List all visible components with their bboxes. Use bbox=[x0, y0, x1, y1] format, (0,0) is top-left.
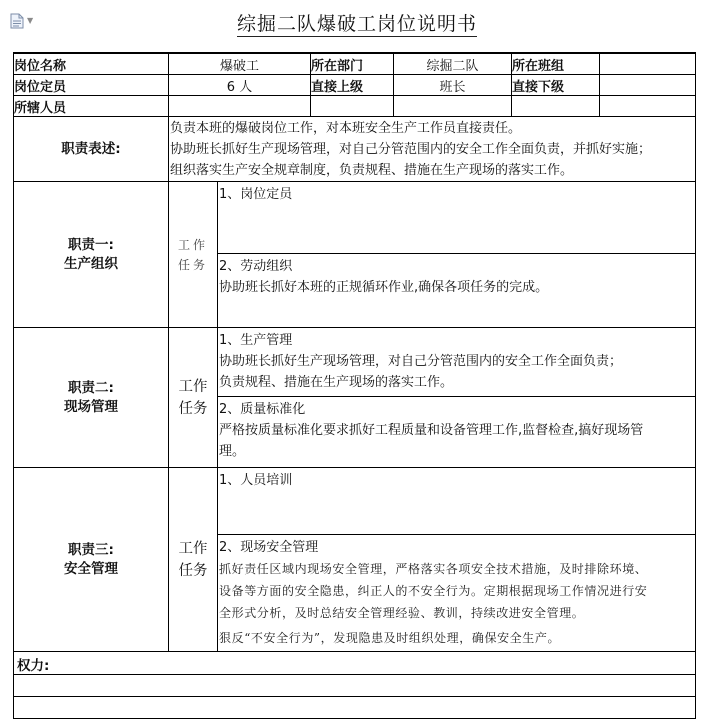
task-item bbox=[218, 468, 696, 535]
jurisdiction-value bbox=[169, 96, 311, 117]
document-title: 综掘二队爆破工岗位说明书 bbox=[236, 13, 477, 35]
position-name-label: 岗位名称 bbox=[14, 53, 169, 75]
section-label: 职责一: 生产组织 bbox=[14, 182, 169, 328]
superior-value: 班长 bbox=[394, 75, 512, 96]
task-label: 工作 任务 bbox=[169, 328, 218, 468]
task-line: 负责规程、措施在生产现场的落实工作。 bbox=[219, 375, 454, 390]
task-line: 协助班长抓好生产现场管理，对自己分管范围内的安全工作全面负责； bbox=[219, 354, 623, 369]
task-item bbox=[218, 254, 696, 328]
job-description-table bbox=[13, 52, 696, 719]
blank-cell bbox=[311, 96, 394, 117]
task-title: 1、生产管理 bbox=[219, 333, 293, 348]
task-title: 1、人员培训 bbox=[219, 473, 293, 488]
task-item bbox=[218, 535, 696, 652]
section-label: 职责三: 安全管理 bbox=[14, 468, 169, 652]
department-label: 所在部门 bbox=[311, 53, 394, 75]
task-line: 抓好责任区域内现场安全管理，严格落实各项安全技术措施，及时排除环境、 bbox=[219, 562, 648, 576]
task-line: 狠反“不安全行为”，发现隐患及时组织处理，确保安全生产。 bbox=[219, 631, 561, 645]
section-label: 职责二: 现场管理 bbox=[14, 328, 169, 468]
task-line: 理。 bbox=[219, 444, 246, 459]
task-line: 协助班长抓好本班的正规循环作业,确保各项任务的完成。 bbox=[219, 280, 549, 295]
power-label: 权力: bbox=[17, 658, 50, 674]
power-blank-row bbox=[14, 675, 696, 697]
task-item bbox=[218, 182, 696, 254]
subordinate-value bbox=[600, 75, 696, 96]
subordinate-label: 直接下级 bbox=[512, 75, 600, 96]
duty-description-label: 职责表述: bbox=[14, 117, 169, 182]
team-value bbox=[600, 53, 696, 75]
headcount-label: 岗位定员 bbox=[14, 75, 169, 96]
task-line: 全形式分析，及时总结安全管理经验、教训，持续改进安全管理。 bbox=[219, 606, 585, 620]
duty-description-text bbox=[169, 117, 696, 182]
duty-line: 负责本班的爆破岗位工作，对本班安全生产工作员直接责任。 bbox=[170, 121, 522, 136]
task-title: 2、劳动组织 bbox=[219, 259, 293, 274]
chevron-down-icon: ▼ bbox=[27, 16, 34, 25]
team-label: 所在班组 bbox=[512, 53, 600, 75]
blank-cell bbox=[512, 96, 600, 117]
task-item bbox=[218, 397, 696, 468]
task-line: 严格按质量标准化要求抓好工程质量和设备管理工作,监督检查,搞好现场管 bbox=[219, 423, 644, 438]
headcount-value: 6 人 bbox=[169, 75, 311, 96]
superior-label: 直接上级 bbox=[311, 75, 394, 96]
task-title: 2、质量标准化 bbox=[219, 402, 306, 417]
blank-cell bbox=[394, 96, 512, 117]
power-blank-row bbox=[14, 697, 696, 719]
department-value: 综掘二队 bbox=[394, 53, 512, 75]
task-label: 工作 任务 bbox=[169, 468, 218, 652]
task-label: 工作 任务 bbox=[169, 182, 218, 328]
task-line: 设备等方面的安全隐患，纠正人的不安全行为。定期根据现场工作情况进行安 bbox=[219, 584, 648, 598]
power-row bbox=[14, 652, 696, 675]
task-title: 2、现场安全管理 bbox=[219, 540, 319, 555]
task-item bbox=[218, 328, 696, 397]
task-title: 1、岗位定员 bbox=[219, 187, 293, 202]
blank-cell bbox=[600, 96, 696, 117]
jurisdiction-label: 所辖人员 bbox=[14, 96, 169, 117]
duty-line: 组织落实生产安全规章制度，负责规程、措施在生产现场的落实工作。 bbox=[170, 163, 574, 178]
position-name-value: 爆破工 bbox=[169, 53, 311, 75]
duty-line: 协助班长抓好生产现场管理，对自己分管范围内的安全工作全面负责，并抓好实施； bbox=[170, 142, 652, 157]
